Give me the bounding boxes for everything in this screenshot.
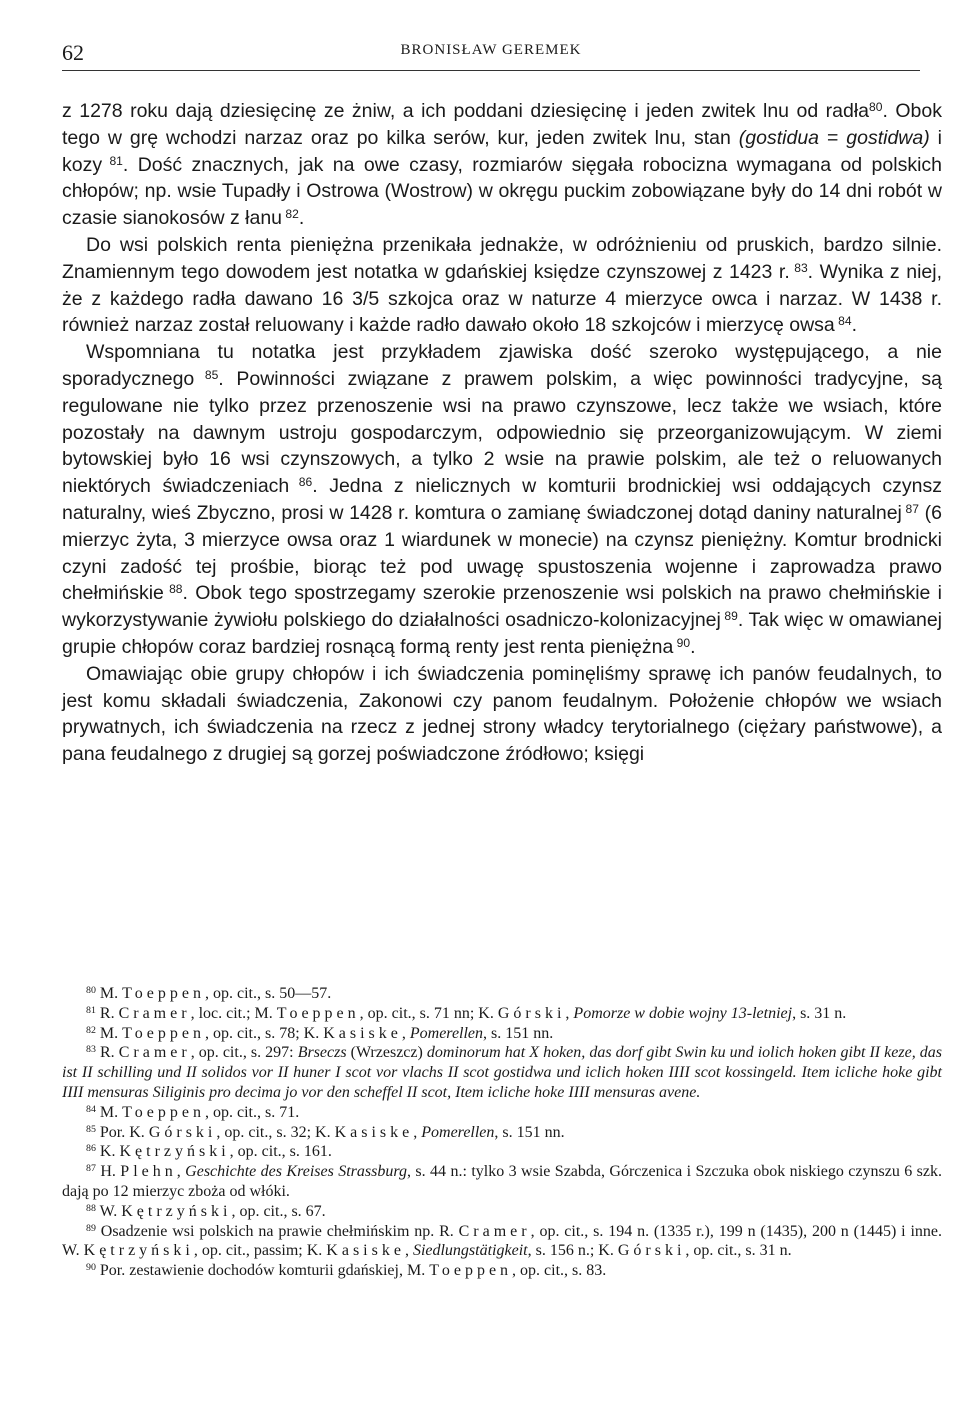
footnote-84: $^{84}$ M. Toeppen, op. cit., s. 71. [86,1103,300,1121]
footnote-88: $^{88}$ W. Kętrzyński, op. cit., s. 67. [86,1202,326,1220]
footnote-83: $^{83}$ R. Cramer, op. cit., s. 297: Brseczs (Wrzeszcz) dominorum hat X hoken, das dorf gibt Swin ku und iolich hoken gibt II keze, das ist II schilling und II solidos vor II huner I scot vor vlachs II scot gostidwa und iclich hoken IIII scot kossingeld. Item icliche hoke gibt IIII mensuras Siliginis pro decima jo vor den scheffel II scot, Item icliche hoke IIII mensuras avene. [62,1044,943,1101]
footnote-87: $^{87}$ H. Plehn, Geschichte des Kreises Strassburg, s. 44 n.: tylko 3 wsie Szabda, Górczenica i Szczuka obok niskiego czynszu 6 szk. dają po 12 mierzyc zboża od włóki. [62,1163,942,1200]
footnote-81: $^{81}$ R. Cramer, loc. cit.; M. Toeppen, op. cit., s. 71 nn; K. Górski, Pomorze w dobie wojny 13-letniej, s. 31 n. [86,1004,847,1022]
footnotes [62,984,942,1281]
running-head: BRONISŁAW GEREMEK [400,42,582,58]
footnote-90: $^{90}$ Por. zestawienie dochodów komturii gdańskiej, M. Toeppen, op. cit., s. 83. [86,1262,607,1280]
page-header [62,40,920,74]
header-rule [62,70,920,71]
footnote-85: $^{85}$ Por. K. Górski, op. cit., s. 32; K. Kasiske, Pomerellen, s. 151 nn. [86,1123,565,1141]
footnote-86: $^{86}$ K. Kętrzyński, op. cit., s. 161. [86,1143,332,1161]
footnote-89: $^{89}$ Osadzenie wsi polskich na prawie chełmińskim np. R. Cramer, op. cit., s. 194 n. (1335 r.), 199 n (1435), 200 n (1445) i inne. W. Kętrzyński, op. cit., passim; K. Kasiske, Siedlungstätigkeit, s. 156 n.; K. Górski, op. cit., s. 31 n. [62,1222,942,1260]
footnote-80: $^{80}$ M. Toeppen, op. cit., s. 50—57. [86,985,332,1002]
paragraph-2: Do wsi polskich renta pieniężna przenikała jednakże, w odróżnieniu od pruskich, bardzo silnie. Znamiennym tego dowodem jest notatka w gdańskiej księdze czynszowej z 1423 r. $^{83}$. Wynika z niej, że z każdego radła dawano 16 3/5 szkojca oraz w naturze 4 mierzyce owca i narzaz. W 1438 r. również narzaz został reluowany i każde radło dawało około 18 szkojców i mierzycę owsa $^{84}$. [62,233,942,337]
page-number: 62 [62,40,84,65]
paragraph-4: Omawiając obie grupy chłopów i ich świadczenia pominęliśmy sprawę ich panów feudalnych, to jest komu składali świadczenia, Zakonowi czy panom feudalnym. Położenie chłopów we wsiach prywatnych, ich świadczenia na rzecz z jednej strony władcy terytorialnego (ciężary państwowe), a pana feudalnego z drugiej są gorzej poświadczone źródłowo; księgi [62,662,942,766]
footnote-82: $^{82}$ M. Toeppen, op. cit., s. 78; K. Kasiske, Pomerellen, s. 151 nn. [86,1024,554,1042]
paragraph-3: Wspomniana tu notatka jest przykładem zjawiska dość szeroko występującego, a nie sporadycznego $^{85}$. Powinności związane z prawem polskim, a więc powinności tradycyjne, są regulowane nie tylko przez przenoszenie wsi na prawo czynszowe, lecz także we wsiach, które pozostały na dawnym ustroju gospodarczym, odpowiednio się przeorganizowującym. W ziemi bytowskiej było 16 wsi czynszowych, a tylko 2 wsie na prawie polskim, ale też o reluowanych niektórych świadczeniach $^{86}$. Jedna z nielicznych w komturii brodnickiej wsi oddających czynsz naturalny, wieś Zbyczno, prosi w 1428 r. komtura o zamianę świadczonej dotąd daniny naturalnej $^{87}$ (6 mierzyc żyta, 3 mierzyce owsa oraz 1 wiardunek w monecie) na czynsz pieniężny. Komtur brodnicki czyni zadość tej prośbie, biorąc też pod uwagę spustoszenia wojenne i zaprowadza prawo chełmińskie $^{88}$. Obok tego spostrzegamy szerokie przenoszenie wsi polskich na prawo chełmińskie i wykorzystywanie żywiołu polskiego do działalności osadniczo-kolonizacyjnej $^{89}$. Tak więc w omawianej grupie chłopów coraz bardziej rosnącą formą renty jest renta pieniężna $^{90}$. [62,341,943,658]
body-text [62,98,942,768]
paragraph-1: z 1278 roku dają dziesięcinę ze żniw, a ich poddani dziesięcinę i jeden zwitek lnu od radła$^{80}$. Obok tego w grę wchodzi narzaz oraz po kilka serów, kur, jeden zwitek lnu, stan (gostidua = gostidwa) i kozy $^{81}$. Dość znacznych, jak na owe czasy, rozmiarów sięgała robocizna wymagana od polskich chłopów; np. wsie Tupadły i Ostrowa (Wostrow) w okręgu puckim zobowiązane były do 14 dni robót w czasie sianokosów z łanu $^{82}$. [62,99,943,230]
